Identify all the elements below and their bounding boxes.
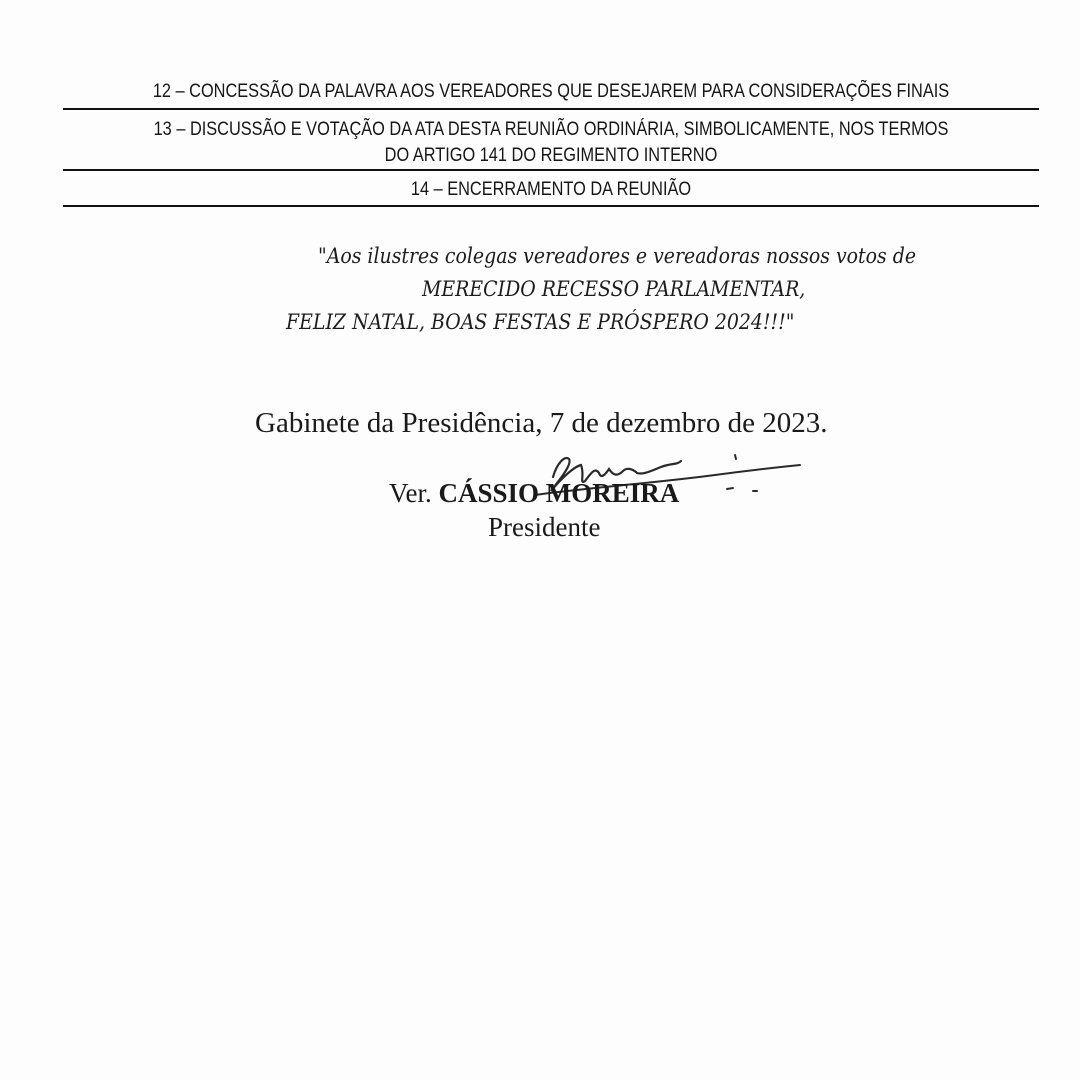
place-and-date: Gabinete da Presidência, 7 de dezembro de 2023. bbox=[255, 407, 828, 439]
holiday-message bbox=[240, 240, 1000, 339]
signer-role: Presidente bbox=[488, 512, 601, 542]
agenda-item-14: 14 – ENCERRAMENTO DA REUNIÃO bbox=[410, 179, 692, 200]
signer-name-line bbox=[389, 478, 679, 509]
table-rule bbox=[63, 108, 1039, 110]
table-rule bbox=[63, 169, 1039, 171]
holiday-message-line2: MERECIDO RECESSO PARLAMENTAR, bbox=[422, 277, 806, 301]
signer-title: Ver. bbox=[389, 478, 432, 508]
table-rule bbox=[63, 205, 1039, 207]
agenda-item-13-line2: DO ARTIGO 141 DO REGIMENTO INTERNO bbox=[384, 145, 718, 166]
signer-name: CÁSSIO MOREIRA bbox=[438, 478, 680, 508]
holiday-message-line1: "Aos ilustres colegas vereadores e vereadoras nossos votos de bbox=[318, 244, 917, 268]
agenda-item-13-line1: 13 – DISCUSSÃO E VOTAÇÃO DA ATA DESTA REUNIÃO ORDINÁRIA, SIMBOLICAMENTE, NOS TERMOS bbox=[153, 119, 949, 140]
agenda-item-12: 12 – CONCESSÃO DA PALAVRA AOS VEREADORES QUE DESEJAREM PARA CONSIDERAÇÕES FINAIS bbox=[152, 81, 950, 102]
holiday-message-line3: FELIZ NATAL, BOAS FESTAS E PRÓSPERO 2024!!!" bbox=[286, 310, 795, 334]
